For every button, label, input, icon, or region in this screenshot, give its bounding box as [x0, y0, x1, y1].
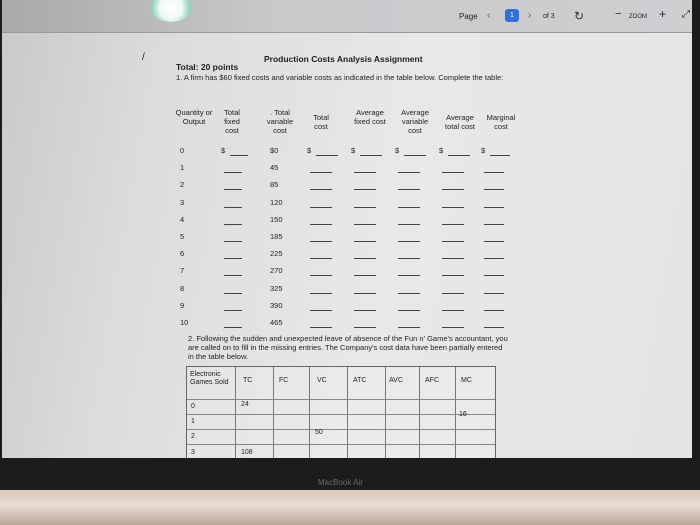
answer-blank[interactable]: [224, 189, 242, 190]
dollar-sign: $: [307, 146, 312, 155]
answer-blank[interactable]: [398, 258, 420, 259]
document-title: Production Costs Analysis Assignment: [264, 54, 423, 64]
variable-cost-cell: 390: [270, 300, 283, 310]
header-afc: Average fixed cost: [354, 108, 386, 126]
answer-blank[interactable]: [448, 155, 470, 156]
dollar-sign: $: [395, 146, 400, 155]
page-count: of 3: [543, 13, 555, 20]
answer-blank[interactable]: [442, 258, 464, 259]
answer-blank[interactable]: [442, 224, 464, 225]
answer-blank[interactable]: [354, 310, 376, 311]
answer-blank[interactable]: [398, 224, 420, 225]
quantity-cell: 5: [180, 232, 185, 241]
quantity-cell: 7: [180, 266, 185, 276]
quantity-cell: 1: [180, 163, 185, 173]
answer-blank[interactable]: [442, 241, 464, 242]
quantity-cell: 9: [180, 300, 185, 310]
quantity-cell: 2: [180, 180, 185, 190]
answer-blank[interactable]: [442, 207, 464, 208]
pdf-toolbar: [2, 0, 692, 33]
answer-blank[interactable]: [224, 275, 242, 276]
total-points: Total: 20 points: [176, 62, 239, 72]
t2-header-mc: MC: [461, 377, 472, 384]
header-tvc: . Total variable cost: [266, 108, 294, 135]
t2-header-fc: FC: [279, 377, 289, 384]
answer-blank[interactable]: [484, 189, 504, 190]
t2-mc-1: 16: [459, 411, 467, 418]
t2-q-1: 1: [191, 418, 195, 425]
answer-blank[interactable]: [484, 224, 504, 225]
answer-blank[interactable]: [442, 327, 464, 328]
variable-cost-cell: 225: [270, 249, 283, 259]
answer-blank[interactable]: [484, 293, 504, 294]
answer-blank[interactable]: [224, 258, 242, 259]
answer-blank[interactable]: [398, 293, 420, 294]
answer-blank[interactable]: [404, 155, 426, 156]
page-label: Page: [459, 12, 478, 21]
answer-blank[interactable]: [398, 172, 420, 173]
answer-blank[interactable]: [442, 293, 464, 294]
answer-blank[interactable]: [224, 327, 242, 328]
answer-blank[interactable]: [398, 207, 420, 208]
t2-header-vc: VC: [317, 377, 327, 384]
answer-blank[interactable]: [442, 189, 464, 190]
dollar-sign: $: [351, 146, 356, 155]
answer-blank[interactable]: [224, 310, 242, 311]
t2-q-3: 3: [191, 449, 195, 456]
dollar-sign: $: [439, 146, 444, 155]
answer-blank[interactable]: [230, 155, 248, 156]
t2-header-games: Electronic Games Sold: [190, 371, 229, 386]
variable-cost-cell: 185: [270, 232, 283, 241]
refresh-icon[interactable]: ↻: [574, 9, 585, 23]
answer-blank[interactable]: [490, 155, 510, 156]
variable-cost-cell: 150: [270, 214, 283, 224]
answer-blank[interactable]: [354, 293, 376, 294]
answer-blank[interactable]: [484, 275, 504, 276]
answer-blank[interactable]: [310, 258, 332, 259]
question-1-text: 1. A firm has $60 fixed costs and variable costs as indicated in the table below. Complete the table:: [176, 73, 504, 82]
answer-blank[interactable]: [484, 327, 504, 328]
answer-blank[interactable]: [398, 241, 420, 242]
laptop-screen: [2, 0, 692, 458]
answer-blank[interactable]: [360, 155, 382, 156]
header-tfc: Total fixed cost: [224, 108, 240, 135]
dollar-sign: $: [481, 146, 486, 155]
page-number-input[interactable]: 1: [505, 9, 519, 22]
quantity-cell: 8: [180, 283, 185, 293]
t2-header-atc: ATC: [353, 377, 367, 384]
answer-blank[interactable]: [310, 207, 332, 208]
answer-blank[interactable]: [484, 241, 504, 242]
zoom-label: ZOOM: [629, 14, 647, 20]
answer-blank[interactable]: [224, 172, 242, 173]
answer-blank[interactable]: [354, 189, 376, 190]
laptop-base: [0, 490, 700, 525]
variable-cost-cell: 85: [270, 180, 279, 190]
document-page: [2, 32, 692, 458]
answer-blank[interactable]: [484, 310, 504, 311]
answer-blank[interactable]: [224, 224, 242, 225]
answer-blank[interactable]: [442, 310, 464, 311]
zoom-in-button[interactable]: +: [659, 7, 667, 21]
answer-blank[interactable]: [398, 310, 420, 311]
answer-blank[interactable]: [310, 293, 332, 294]
answer-blank[interactable]: [224, 241, 242, 242]
header-avc: Average variable cost: [401, 108, 429, 135]
answer-blank[interactable]: [310, 275, 332, 276]
header-atc: Average total cost: [444, 113, 475, 131]
answer-blank[interactable]: [398, 189, 420, 190]
t2-q-2: 2: [191, 433, 195, 440]
next-page-icon[interactable]: ›: [528, 10, 532, 21]
laptop-brand: MacBook Air: [318, 478, 363, 487]
answer-blank[interactable]: [442, 172, 464, 173]
answer-blank[interactable]: [310, 327, 332, 328]
header-quantity: Quantity or Output: [175, 108, 213, 126]
checkmark-icon: /: [142, 52, 145, 63]
t2-q-0: 0: [191, 403, 195, 410]
t2-header-avc: AVC: [389, 377, 403, 384]
variable-cost-cell: 45: [270, 163, 279, 173]
answer-blank[interactable]: [484, 258, 504, 259]
answer-blank[interactable]: [316, 155, 338, 156]
answer-blank[interactable]: [224, 293, 242, 294]
question-2-text: 2. Following the sudden and unexpected leave of absence of the Fun n' Game's accountant, you are called on to fill in the missing entries. The Company's cost data have been partially entered in the table below.: [188, 334, 508, 361]
answer-blank[interactable]: [354, 327, 376, 328]
answer-blank[interactable]: [224, 207, 242, 208]
answer-blank[interactable]: [354, 258, 376, 259]
variable-cost-cell: 325: [270, 283, 283, 293]
answer-blank[interactable]: [310, 189, 332, 190]
games-cost-table: [186, 366, 496, 458]
quantity-cell: 3: [180, 197, 185, 207]
answer-blank[interactable]: [354, 241, 376, 242]
variable-cost-cell: $0: [270, 146, 279, 155]
answer-blank[interactable]: [442, 275, 464, 276]
dollar-sign: $: [221, 146, 226, 155]
t2-header-afc: AFC: [425, 377, 439, 384]
expand-icon[interactable]: ⤢: [682, 9, 690, 20]
answer-blank[interactable]: [398, 275, 420, 276]
zoom-out-button[interactable]: −: [615, 8, 622, 20]
answer-blank[interactable]: [354, 207, 376, 208]
header-mc: Marginal cost: [486, 113, 516, 131]
t2-tc-0: 24: [241, 401, 249, 408]
answer-blank[interactable]: [310, 310, 332, 311]
t2-header-tc: TC: [243, 377, 253, 384]
variable-cost-cell: 120: [270, 197, 283, 207]
answer-blank[interactable]: [484, 207, 504, 208]
answer-blank[interactable]: [354, 224, 376, 225]
answer-blank[interactable]: [310, 224, 332, 225]
header-tc: Total cost: [313, 113, 329, 131]
quantity-cell: 6: [180, 249, 185, 259]
answer-blank[interactable]: [354, 275, 376, 276]
variable-cost-cell: 465: [270, 318, 283, 327]
answer-blank[interactable]: [484, 172, 504, 173]
answer-blank[interactable]: [310, 172, 332, 173]
prev-page-icon[interactable]: ‹: [487, 10, 491, 21]
answer-blank[interactable]: [310, 241, 332, 242]
t2-tc-3: 108: [241, 449, 253, 456]
quantity-cell: 4: [180, 214, 185, 224]
answer-blank[interactable]: [354, 172, 376, 173]
t2-vc-2: 50: [315, 429, 323, 436]
quantity-cell: 0: [180, 146, 185, 155]
variable-cost-cell: 270: [270, 266, 283, 276]
answer-blank[interactable]: [398, 327, 420, 328]
quantity-cell: 10: [180, 318, 189, 327]
light-glare: [150, 0, 192, 22]
